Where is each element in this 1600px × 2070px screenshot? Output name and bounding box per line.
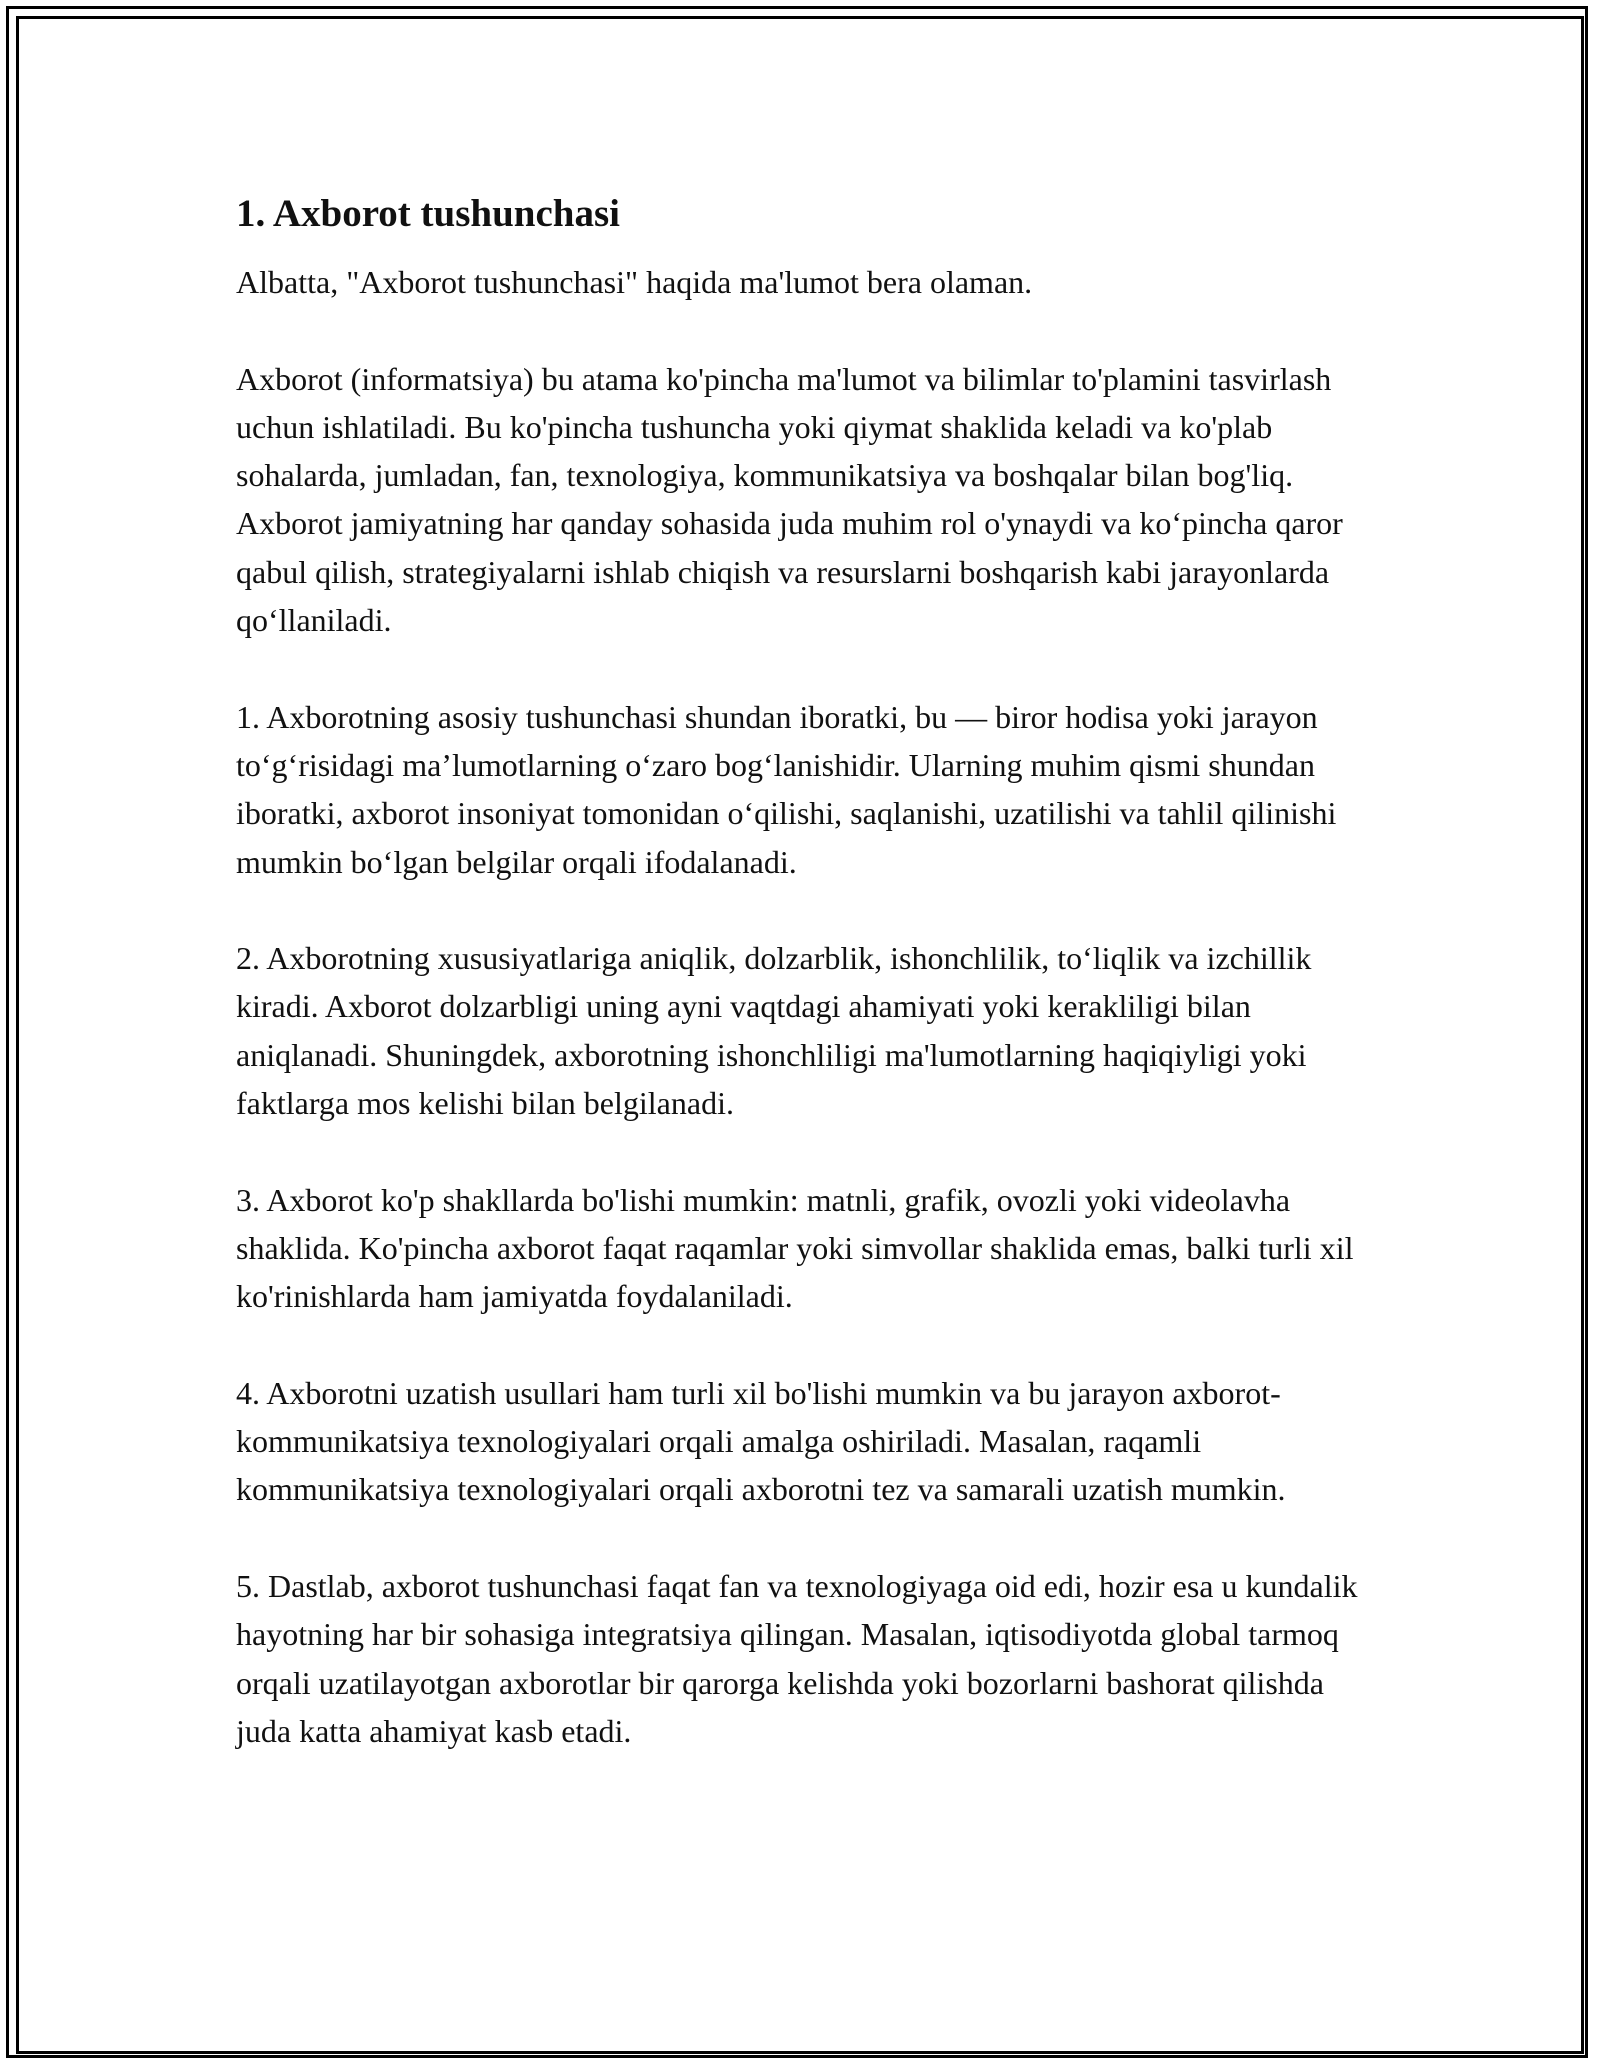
document-title: 1. Axborot tushunchasi — [236, 192, 620, 235]
paragraph-point-2: 2. Axborotning xususiyatlariga aniqlik, dolzarblik, ishonchlilik, to‘liqlik va izchillik kiradi. Axborot dolzarbligi uning ayni vaqtdagi ahamiyati yoki kerakliligi bilan aniqlanadi. Shuningdek, axborotning ishonchliligi ma'lumotlarning haqiqiyligi yoki faktlarga mos kelishi bilan belgilanadi. — [236, 940, 1312, 1122]
paragraph-point-1: 1. Axborotning asosiy tushunchasi shundan iboratki, bu — biror hodisa yoki jarayon to‘g‘risidagi ma’lumotlarning o‘zaro bog‘lanishidir. Ularning muhim qismi shundan iboratki, axborot insoniyat tomonidan o‘qilishi, saqlanishi, uzatilishi va tahlil qilinishi mumkin bo‘lgan belgilar orqali ifodalanadi. — [236, 698, 1337, 880]
document-body — [236, 186, 1376, 1755]
intro-paragraph: Albatta, "Axborot tushunchasi" haqida ma'lumot bera olaman. — [236, 264, 1033, 300]
paragraph-point-4: 4. Axborotni uzatish usullari ham turli xil bo'lishi mumkin va bu jarayon axborot-kommunikatsiya texnologiyalari orqali amalga oshiriladi. Masalan, raqamli kommunikatsiya texnologiyalari orqali axborotni tez va samarali uzatish mumkin. — [236, 1374, 1286, 1508]
paragraph-point-5: 5. Dastlab, axborot tushunchasi faqat fan va texnologiyaga oid edi, hozir esa u kundalik hayotning har bir sohasiga integratsiya qilingan. Masalan, iqtisodiyotda global tarmoq orqali uzatilayotgan axborotlar bir qarorga kelishda yoki bozorlarni bashorat qilishda juda katta ahamiyat kasb etadi. — [236, 1568, 1358, 1749]
paragraph-definition: Axborot (informatsiya) bu atama ko'pincha ma'lumot va bilimlar to'plamini tasvirlash uchun ishlatiladi. Bu ko'pincha tushuncha yoki qiymat shaklida keladi va ko'plab sohalarda, jumladan, fan, texnologiya, kommunikatsiya va boshqalar bilan bog'liq. Axborot jamiyatning har qanday sohasida juda muhim rol o'ynaydi va ko‘pincha qaror qabul qilish, strategiyalarni ishlab chiqish va resurslarni boshqarish kabi jarayonlarda qo‘llaniladi. — [236, 360, 1343, 639]
paragraph-point-3: 3. Axborot ko'p shakllarda bo'lishi mumkin: matnli, grafik, ovozli yoki videolavha shaklida. Ko'pincha axborot faqat raqamlar yoki simvollar shaklida emas, balki turli xil ko'rinishlarda ham jamiyatda foydalaniladi. — [236, 1181, 1354, 1315]
